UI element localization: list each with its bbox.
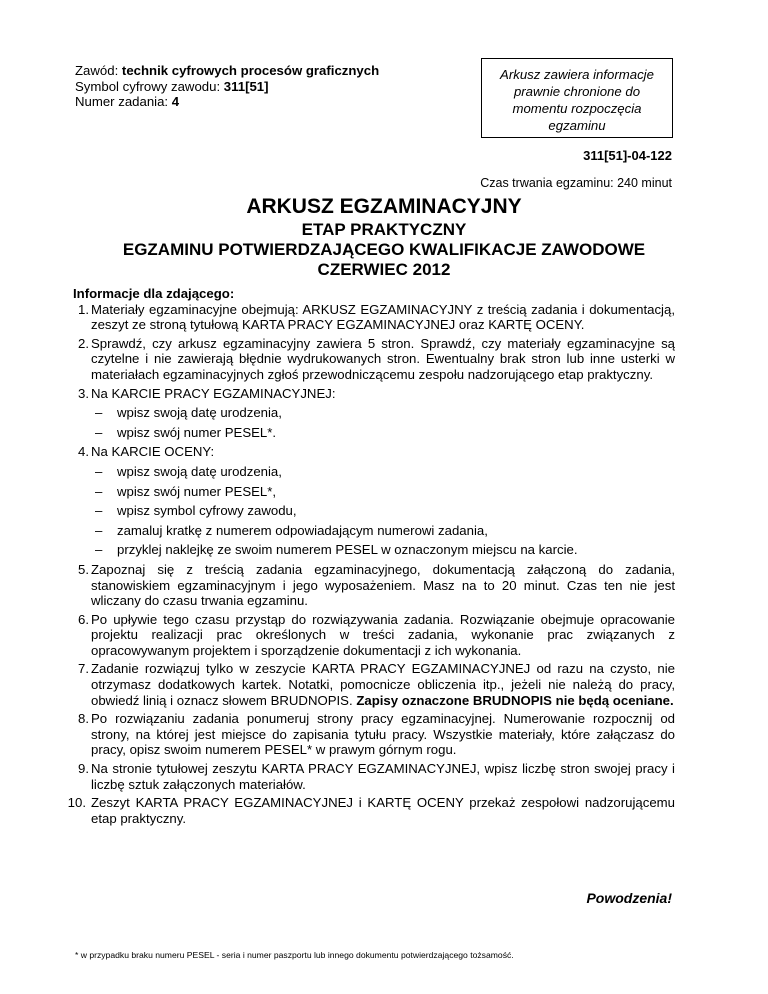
candidate-instructions <box>67 286 675 829</box>
item-number: 10. <box>67 795 86 811</box>
sub-item-text: przyklej naklejkę ze swoim numerem PESEL w oznaczonym miejscu na karcie. <box>117 542 578 558</box>
symbol-value: 311[51] <box>223 78 269 94</box>
sub-item-text: wpisz symbol cyfrowy zawodu, <box>117 503 297 519</box>
dash-bullet: – <box>95 483 103 499</box>
sub-item-text: zamaluj kratkę z numerem odpowiadającym numerowi zadania, <box>117 522 488 538</box>
closing-wish: Powodzenia! <box>586 890 672 906</box>
instruction-item <box>73 302 675 333</box>
symbol-label: Symbol cyfrowy zawodu: <box>75 78 221 94</box>
dash-bullet: – <box>95 463 103 479</box>
exam-duration: Czas trwania egzaminu: 240 minut <box>480 176 672 190</box>
title-exam: EGZAMINU POTWIERDZAJĄCEGO KWALIFIKACJE ZAWODOWE <box>122 240 646 259</box>
dash-bullet: – <box>95 522 103 538</box>
sub-item <box>73 425 675 441</box>
instruction-item <box>73 711 675 758</box>
confidential-notice-box <box>481 58 673 138</box>
title-stage: ETAP PRAKTYCZNY <box>301 220 467 239</box>
item-text: Na stronie tytułowej zeszytu KARTA PRACY EGZAMINACYJNEJ, wpisz liczbę stron swojej pracy i liczbę sztuk załączonych materiałów. <box>91 761 675 792</box>
item-text: Zapoznaj się z treścią zadania egzaminacyjnego, dokumentacją załączoną do zadania, stanowiskiem egzaminacyjnym i jego wyposażeniem. Masz na to 20 minut. Czas ten nie jest wliczany do czasu trwania egzaminu. <box>91 561 675 609</box>
task-line <box>75 94 379 110</box>
instructions-heading: Informacje dla zdającego: <box>73 286 235 301</box>
dash-bullet: – <box>95 503 103 519</box>
item-text: Sprawdź, czy arkusz egzaminacyjny zawiera 5 stron. Sprawdź, czy materiały egzaminacyjne są czytelne i nie zawierają błędnie wydrukowanych stron. Ewentualny brak stron lub inne usterki w materiałach egzaminacyjnych zgłoś przewodniczącemu zespołu nadzorującego etap praktyczny. <box>91 335 675 382</box>
item-text: Zadanie rozwiązuj tylko w zeszycie KARTA PRACY EGZAMINACYJNEJ od razu na czysto, nie otrzymasz dodatkowych kartek. Notatki, pomocnicze obliczenia itp., jeżeli nie należą do pracy, obwiedź linią i oznacz słowem BRUDNOPIS. <box>91 661 675 708</box>
symbol-line <box>75 79 379 95</box>
item-number: 4. <box>78 444 89 460</box>
instruction-item <box>73 661 675 708</box>
item-number: 6. <box>78 611 89 627</box>
instruction-item <box>73 562 675 609</box>
sub-item-text: wpisz swoją datę urodzenia, <box>117 463 282 479</box>
dash-bullet: – <box>95 424 103 440</box>
item-text-bold: Zapisy oznaczone BRUDNOPIS nie będą oceniane. <box>356 692 674 708</box>
exam-header-info <box>75 63 379 110</box>
item-text: Po rozwiązaniu zadania ponumeruj strony pracy egzaminacyjnej. Numerowanie rozpocznij od strony, na której jest miejsce do zapisania tytułu pracy. Wszystkie materiały, które załączasz do pracy, opisz swoim numerem PESEL* w prawym górnym rogu. <box>91 711 675 758</box>
item-text: Zeszyt KARTA PRACY EGZAMINACYJNEJ i KARTĘ OCENY przekaż zespołowi nadzorującemu etap praktyczny. <box>91 795 675 826</box>
item-text: Materiały egzaminacyjne obejmują: ARKUSZ EGZAMINACYJNY z treścią zadania i dokumentacją, zeszyt ze stroną tytułową KARTA PRACY EGZAMINACYJNEJ oraz KARTĘ OCENY. <box>91 301 675 333</box>
sub-item-text: wpisz swoją datę urodzenia, <box>117 405 282 421</box>
item-number: 2. <box>78 335 89 351</box>
sub-item <box>73 464 675 480</box>
occupation-value: technik cyfrowych procesów graficznych <box>121 63 380 78</box>
notice-line: prawnie chronione do <box>513 84 641 99</box>
instruction-item <box>73 386 675 402</box>
instruction-item <box>73 761 675 792</box>
item-number: 8. <box>78 711 89 727</box>
instruction-item <box>73 444 675 460</box>
item-number: 5. <box>78 561 89 577</box>
item-text: Na KARCIE OCENY: <box>91 444 215 460</box>
title-date: CZERWIEC 2012 <box>317 260 451 279</box>
item-text: Po upływie tego czasu przystąp do rozwiązywania zadania. Rozwiązanie obejmuje opracowanie projektu realizacji prac określonych w treści zadania, wykonanie prac związanych z opracowywanym projektem i sporządzenie dokumentacji z ich wykonania. <box>91 611 675 658</box>
footnote: * w przypadku braku numeru PESEL - seria i numer paszportu lub innego dokumentu potwierdzającego tożsamość. <box>75 950 514 960</box>
item-number: 3. <box>78 385 89 401</box>
sub-item <box>73 405 675 421</box>
dash-bullet: – <box>95 405 103 421</box>
task-value: 4 <box>171 94 180 109</box>
notice-line: Arkusz zawiera informacje <box>500 67 654 82</box>
instruction-item <box>73 612 675 659</box>
occupation-line <box>75 63 379 79</box>
item-number: 9. <box>78 761 89 777</box>
notice-line: egzaminu <box>548 118 606 133</box>
task-label: Numer zadania: <box>75 94 169 109</box>
dash-bullet: – <box>95 542 103 558</box>
notice-line: momentu rozpoczęcia <box>512 101 642 116</box>
instruction-item <box>73 336 675 383</box>
item-number: 7. <box>78 661 89 677</box>
title-main: ARKUSZ EGZAMINACYJNY <box>246 195 522 218</box>
sub-item <box>73 542 675 558</box>
instruction-item <box>67 795 675 826</box>
exam-code: 311[51]-04-122 <box>583 148 672 163</box>
item-text: Na KARCIE PRACY EGZAMINACYJNEJ: <box>91 385 336 401</box>
sub-item <box>73 484 675 500</box>
sub-item <box>73 503 675 519</box>
occupation-label: Zawód: <box>75 63 119 78</box>
sub-item <box>73 523 675 539</box>
sub-item-text: wpisz swój numer PESEL*, <box>117 483 277 499</box>
item-number: 1. <box>78 301 89 317</box>
exam-title-block <box>48 194 720 280</box>
sub-item-text: wpisz swój numer PESEL*. <box>117 424 277 440</box>
